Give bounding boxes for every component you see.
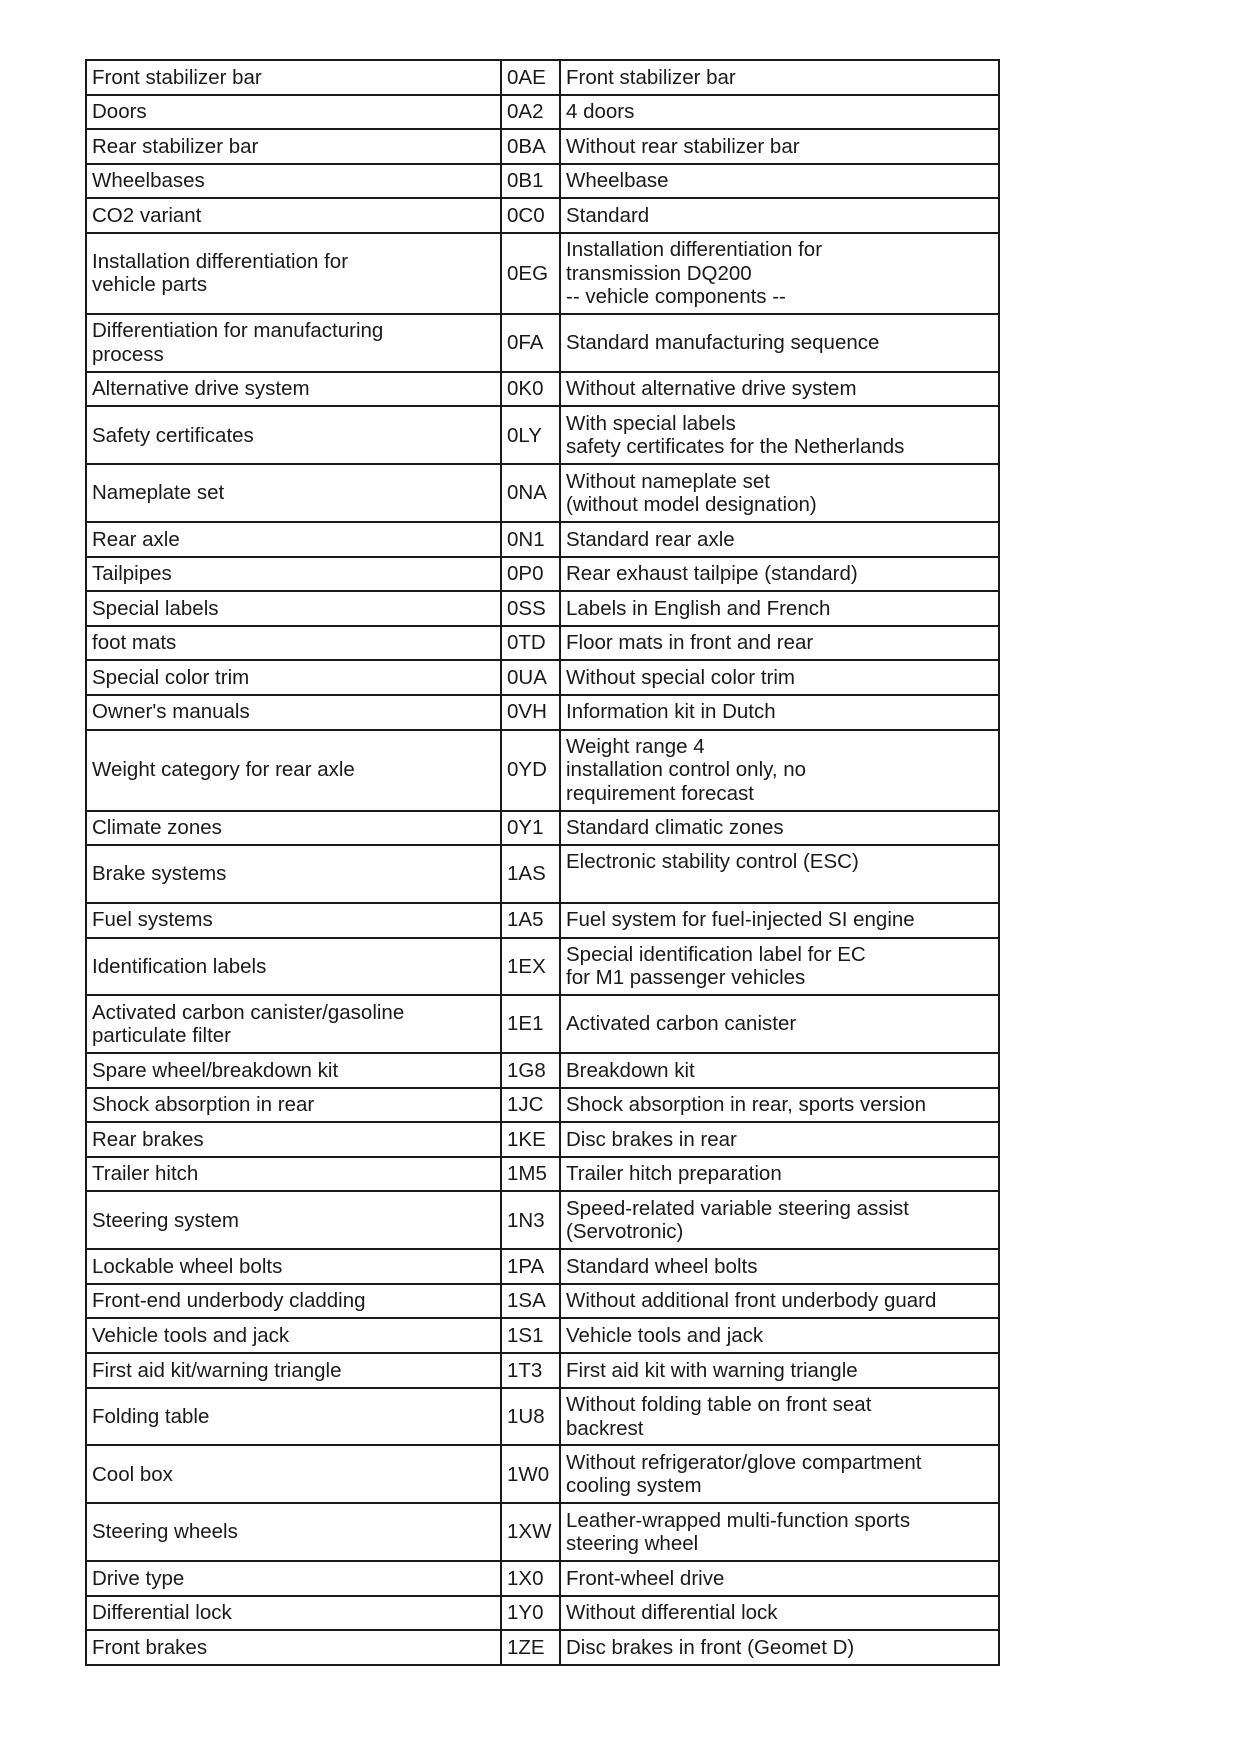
option-category-cell: Installation differentiation for vehicle parts [86, 233, 501, 314]
option-description-cell: Front stabilizer bar [560, 60, 999, 95]
option-category-cell: Fuel systems [86, 903, 501, 938]
option-category-cell: Differential lock [86, 1596, 501, 1631]
table-row [86, 903, 999, 938]
option-description-cell: Without additional front underbody guard [560, 1284, 999, 1319]
option-description-cell: First aid kit with warning triangle [560, 1353, 999, 1388]
table-row [86, 95, 999, 130]
option-code-cell: 1KE [501, 1122, 560, 1157]
option-category-cell: Steering wheels [86, 1503, 501, 1561]
option-description-cell: Without folding table on front seat backrest [560, 1388, 999, 1446]
option-code-cell: 0FA [501, 314, 560, 372]
option-description-cell: Disc brakes in rear [560, 1122, 999, 1157]
option-description-cell: Breakdown kit [560, 1053, 999, 1088]
table-row [86, 1157, 999, 1192]
option-code-cell: 0UA [501, 660, 560, 695]
option-category-cell: Differentiation for manufacturing process [86, 314, 501, 372]
table-row [86, 372, 999, 407]
option-description-cell: Leather-wrapped multi-function sports steering wheel [560, 1503, 999, 1561]
option-code-cell: 1M5 [501, 1157, 560, 1192]
option-description-cell: Standard rear axle [560, 522, 999, 557]
table-row [86, 129, 999, 164]
table-row [86, 60, 999, 95]
option-category-cell: Vehicle tools and jack [86, 1318, 501, 1353]
option-description-cell: Labels in English and French [560, 591, 999, 626]
option-description-cell: Front-wheel drive [560, 1561, 999, 1596]
option-code-cell: 0K0 [501, 372, 560, 407]
option-category-cell: Spare wheel/breakdown kit [86, 1053, 501, 1088]
table-row [86, 811, 999, 846]
option-code-cell: 0A2 [501, 95, 560, 130]
option-description-cell: Fuel system for fuel-injected SI engine [560, 903, 999, 938]
table-row [86, 1596, 999, 1631]
option-code-cell: 1AS [501, 845, 560, 903]
option-code-cell: 1E1 [501, 995, 560, 1053]
table-row [86, 557, 999, 592]
table-row [86, 1053, 999, 1088]
option-code-cell: 1EX [501, 938, 560, 996]
option-description-cell: Wheelbase [560, 164, 999, 199]
option-code-cell: 1Y0 [501, 1596, 560, 1631]
option-category-cell: Steering system [86, 1191, 501, 1249]
option-category-cell: Special color trim [86, 660, 501, 695]
option-code-cell: 0YD [501, 730, 560, 811]
option-description-cell: Without refrigerator/glove compartment cooling system [560, 1445, 999, 1503]
table-row [86, 938, 999, 996]
option-description-cell: 4 doors [560, 95, 999, 130]
option-category-cell: Owner's manuals [86, 695, 501, 730]
option-category-cell: Front brakes [86, 1630, 501, 1665]
option-code-cell: 0Y1 [501, 811, 560, 846]
option-description-cell: Weight range 4 installation control only, no requirement forecast [560, 730, 999, 811]
option-code-cell: 0VH [501, 695, 560, 730]
option-code-cell: 0EG [501, 233, 560, 314]
option-code-cell: 1JC [501, 1088, 560, 1123]
table-row [86, 198, 999, 233]
table-row [86, 1088, 999, 1123]
option-description-cell: Without special color trim [560, 660, 999, 695]
option-code-cell: 0AE [501, 60, 560, 95]
option-code-cell: 1A5 [501, 903, 560, 938]
table-row [86, 1284, 999, 1319]
option-category-cell: Brake systems [86, 845, 501, 903]
option-category-cell: Folding table [86, 1388, 501, 1446]
option-description-cell: Standard wheel bolts [560, 1249, 999, 1284]
option-code-cell: 1W0 [501, 1445, 560, 1503]
option-code-cell: 0LY [501, 406, 560, 464]
option-category-cell: Lockable wheel bolts [86, 1249, 501, 1284]
option-code-cell: 0P0 [501, 557, 560, 592]
option-description-cell: Information kit in Dutch [560, 695, 999, 730]
table-body [86, 60, 999, 1665]
option-category-cell: Front-end underbody cladding [86, 1284, 501, 1319]
option-description-cell: Standard manufacturing sequence [560, 314, 999, 372]
table-row [86, 1503, 999, 1561]
option-category-cell: Rear stabilizer bar [86, 129, 501, 164]
option-description-cell: Disc brakes in front (Geomet D) [560, 1630, 999, 1665]
table-row [86, 1122, 999, 1157]
option-code-cell: 1SA [501, 1284, 560, 1319]
table-row [86, 1191, 999, 1249]
option-description-cell: Standard [560, 198, 999, 233]
table-row [86, 660, 999, 695]
option-category-cell: Rear brakes [86, 1122, 501, 1157]
table-row [86, 1318, 999, 1353]
option-code-cell: 1G8 [501, 1053, 560, 1088]
option-category-cell: Identification labels [86, 938, 501, 996]
option-description-cell: Without nameplate set (without model designation) [560, 464, 999, 522]
option-description-cell: Without differential lock [560, 1596, 999, 1631]
option-code-cell: 1XW [501, 1503, 560, 1561]
table-row [86, 591, 999, 626]
option-description-cell: Shock absorption in rear, sports version [560, 1088, 999, 1123]
option-code-cell: 0NA [501, 464, 560, 522]
option-category-cell: Safety certificates [86, 406, 501, 464]
option-description-cell: Trailer hitch preparation [560, 1157, 999, 1192]
option-description-cell: Vehicle tools and jack [560, 1318, 999, 1353]
table-row [86, 1561, 999, 1596]
option-description-cell: Installation differentiation for transmission DQ200 -- vehicle components -- [560, 233, 999, 314]
table-row [86, 730, 999, 811]
table-row [86, 1445, 999, 1503]
option-category-cell: CO2 variant [86, 198, 501, 233]
option-code-cell: 1S1 [501, 1318, 560, 1353]
table-row [86, 1388, 999, 1446]
option-description-cell: Rear exhaust tailpipe (standard) [560, 557, 999, 592]
option-category-cell: Cool box [86, 1445, 501, 1503]
option-category-cell: First aid kit/warning triangle [86, 1353, 501, 1388]
option-category-cell: Weight category for rear axle [86, 730, 501, 811]
option-category-cell: Climate zones [86, 811, 501, 846]
table-row [86, 522, 999, 557]
option-code-cell: 1ZE [501, 1630, 560, 1665]
option-category-cell: Tailpipes [86, 557, 501, 592]
option-code-cell: 0TD [501, 626, 560, 661]
table-row [86, 314, 999, 372]
table-row [86, 626, 999, 661]
option-category-cell: Rear axle [86, 522, 501, 557]
option-category-cell: Special labels [86, 591, 501, 626]
option-code-cell: 1T3 [501, 1353, 560, 1388]
option-code-cell: 1PA [501, 1249, 560, 1284]
option-description-cell: Special identification label for EC for M1 passenger vehicles [560, 938, 999, 996]
option-category-cell: Trailer hitch [86, 1157, 501, 1192]
option-description-cell: Electronic stability control (ESC) [560, 845, 999, 903]
option-category-cell: Activated carbon canister/gasoline particulate filter [86, 995, 501, 1053]
option-category-cell: Doors [86, 95, 501, 130]
option-description-cell: Speed-related variable steering assist (Servotronic) [560, 1191, 999, 1249]
table-row [86, 695, 999, 730]
table-row [86, 464, 999, 522]
option-description-cell: Floor mats in front and rear [560, 626, 999, 661]
option-code-cell: 0SS [501, 591, 560, 626]
option-category-cell: Alternative drive system [86, 372, 501, 407]
table-row [86, 1353, 999, 1388]
option-description-cell: Without alternative drive system [560, 372, 999, 407]
table-row [86, 1249, 999, 1284]
option-category-cell: Nameplate set [86, 464, 501, 522]
option-code-cell: 1X0 [501, 1561, 560, 1596]
option-description-cell: With special labels safety certificates for the Netherlands [560, 406, 999, 464]
equipment-options-table [85, 59, 1000, 1666]
table-row [86, 995, 999, 1053]
option-code-cell: 0BA [501, 129, 560, 164]
option-category-cell: Drive type [86, 1561, 501, 1596]
table-row [86, 233, 999, 314]
option-description-cell: Without rear stabilizer bar [560, 129, 999, 164]
option-code-cell: 1U8 [501, 1388, 560, 1446]
option-category-cell: foot mats [86, 626, 501, 661]
option-category-cell: Front stabilizer bar [86, 60, 501, 95]
option-description-cell: Activated carbon canister [560, 995, 999, 1053]
option-code-cell: 0B1 [501, 164, 560, 199]
option-code-cell: 0N1 [501, 522, 560, 557]
option-description-cell: Standard climatic zones [560, 811, 999, 846]
table-row [86, 406, 999, 464]
table-row [86, 1630, 999, 1665]
table-row [86, 164, 999, 199]
option-code-cell: 1N3 [501, 1191, 560, 1249]
option-category-cell: Shock absorption in rear [86, 1088, 501, 1123]
option-category-cell: Wheelbases [86, 164, 501, 199]
table-row [86, 845, 999, 903]
option-code-cell: 0C0 [501, 198, 560, 233]
